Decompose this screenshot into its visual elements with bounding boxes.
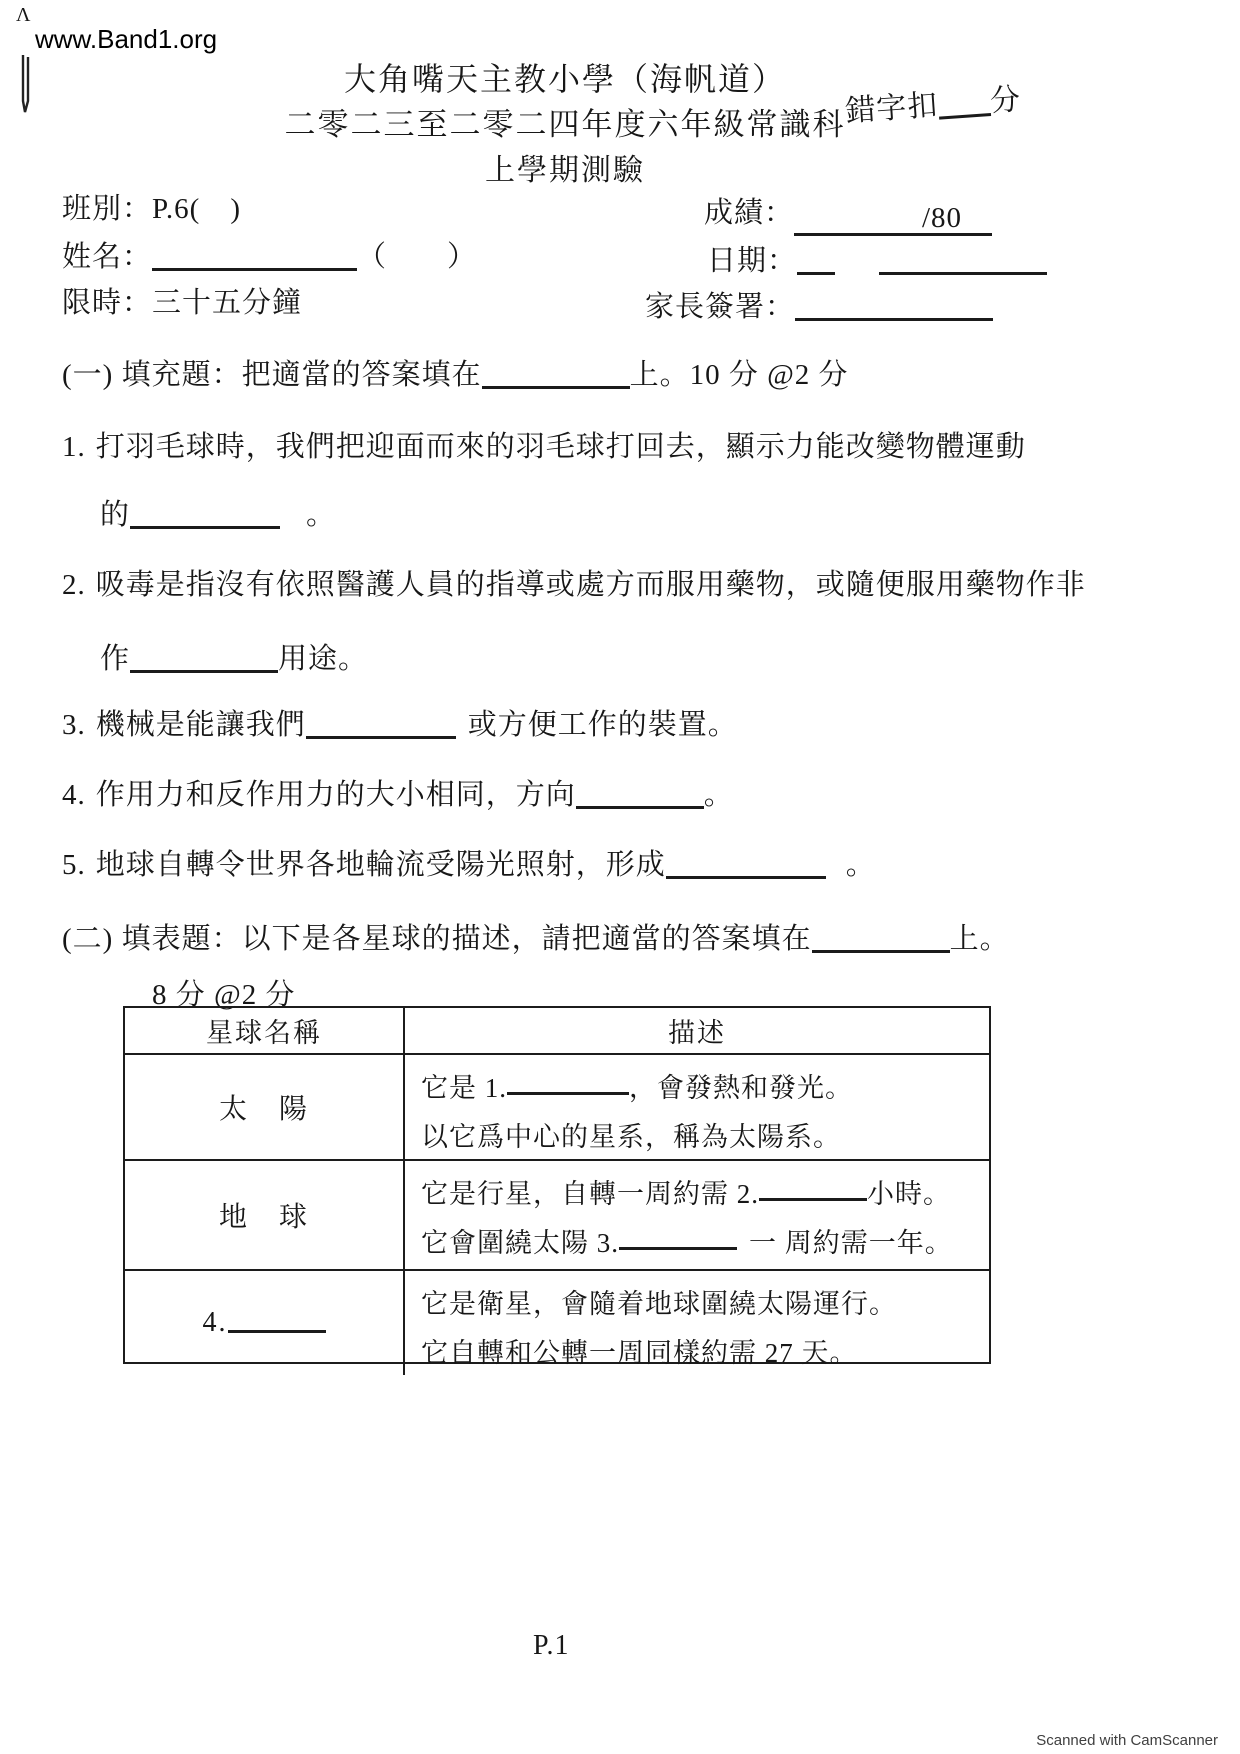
question-2-text: 吸毒是指沒有依照醫護人員的指導或處方而服用藥物，或隨便服用藥物作非 (95, 569, 1086, 601)
score-blank (794, 204, 992, 236)
question-5-blank (666, 860, 826, 879)
table-row-sun-name: 太 陽 (125, 1055, 405, 1161)
score-field (704, 190, 992, 236)
penalty-label: 錯字扣 (844, 88, 940, 129)
question-4-blank (576, 790, 704, 809)
exam-title: 上學期測驗 (485, 154, 645, 187)
table-header-description: 描述 (405, 1008, 989, 1055)
question-2-line2-suffix: 用途。 (278, 643, 369, 675)
question-5-suffix: 。 (845, 849, 876, 881)
earth-desc2-prefix: 它會圍繞太陽 3. (421, 1228, 619, 1258)
subject-year-line: 二零二三至二零二四年度六年級常識科 (284, 107, 846, 142)
moon-desc2: 它自轉和公轉一周同樣約需 27 天。 (421, 1338, 858, 1368)
question-5-number: 5. (62, 849, 86, 881)
title-block (0, 56, 1130, 194)
name-paren: （ ） (357, 241, 478, 273)
question-1-number: 1. (62, 431, 86, 463)
question-2-blank (130, 654, 278, 673)
question-1-line-1 (62, 424, 1026, 465)
question-4 (62, 772, 734, 813)
time-limit-label: 限時： (62, 287, 153, 319)
page-number: P.1 (533, 1630, 570, 1661)
time-limit-field (62, 280, 302, 321)
question-3-blank (306, 720, 456, 739)
earth-desc2-suffix: 一 周約需一年。 (749, 1228, 953, 1258)
earth-desc1-suffix: 小時。 (867, 1179, 951, 1209)
question-1-line-2 (100, 492, 336, 533)
sun-blank-1 (507, 1076, 629, 1095)
table-row-earth-name: 地 球 (125, 1161, 405, 1271)
signature-label: 家長簽署： (645, 291, 796, 323)
moon-desc-line-2 (421, 1326, 983, 1375)
question-2-line-2 (100, 636, 368, 677)
name-field (62, 234, 477, 275)
question-1-blank (130, 510, 280, 529)
sun-desc1-suffix: ，會發熱和發光。 (629, 1073, 853, 1103)
score-total: /80 (921, 202, 963, 234)
moon-desc-line-1 (421, 1277, 983, 1326)
question-1-text: 打羽毛球時，我們把迎面而來的羽毛球打回去，顯示力能改變物體運動 (95, 431, 1026, 463)
question-2-line-1 (62, 562, 1086, 603)
table-row-moon-description (405, 1271, 989, 1375)
section-two-heading-suffix: 上。 (949, 923, 1010, 955)
signature-blank (795, 302, 993, 321)
section-one-heading (62, 352, 849, 393)
sun-desc2: 以它爲中心的星系，稱為太陽系。 (421, 1122, 841, 1152)
earth-blank-3 (619, 1231, 737, 1250)
section-two-heading-blank (812, 934, 950, 953)
table-row-sun-description (405, 1055, 989, 1161)
section-two-heading-prefix: (二) 填表題：以下是各星球的描述，請把適當的答案填在 (62, 923, 812, 955)
date-field (707, 238, 1047, 279)
class-value: P.6( ) (152, 193, 241, 225)
question-1-line2-prefix: 的 (100, 499, 131, 531)
sun-desc-line-2 (421, 1110, 983, 1159)
section-one-heading-blank (482, 370, 630, 389)
date-blank-long (879, 256, 1047, 275)
name-blank (152, 252, 357, 271)
class-label: 班別： (62, 193, 153, 225)
sun-desc1-prefix: 它是 1. (421, 1073, 507, 1103)
question-2-line2-prefix: 作 (100, 643, 131, 675)
school-title: 大角嘴天主教小學（海帆道） (343, 61, 786, 97)
watermark-url: www.Band1.org (35, 24, 218, 54)
section-one-heading-suffix: 上。10 分 @2 分 (629, 359, 849, 391)
moon-desc1: 它是衛星，會隨着地球圍繞太陽運行。 (421, 1289, 897, 1319)
question-4-prefix: 作用力和反作用力的大小相同，方向 (95, 779, 576, 811)
question-3-number: 3. (62, 709, 86, 741)
question-4-suffix: 。 (703, 779, 734, 811)
section-two-heading (62, 916, 1010, 957)
signature-field (645, 284, 993, 325)
scan-caret-mark: Λ (16, 4, 31, 26)
scanner-credit: Scanned with CamScanner (1036, 1732, 1218, 1749)
time-limit-value: 三十五分鐘 (152, 287, 303, 319)
question-3-suffix: 或方便工作的裝置。 (467, 709, 738, 741)
earth-desc-line-1 (421, 1167, 983, 1216)
question-3-prefix: 機械是能讓我們 (95, 709, 306, 741)
name-label: 姓名： (62, 241, 153, 273)
date-blank-short (797, 256, 835, 275)
sun-desc-line-1 (421, 1061, 983, 1110)
question-1-line2-suffix: 。 (306, 499, 337, 531)
penalty-blank (938, 97, 991, 120)
section-one-heading-prefix: (一) 填充題：把適當的答案填在 (62, 359, 482, 391)
earth-desc-line-2 (421, 1216, 983, 1265)
moon-name-blank (228, 1314, 326, 1333)
moon-name-prefix: 4. (202, 1307, 228, 1338)
question-3 (62, 702, 738, 743)
question-2-number: 2. (62, 569, 86, 601)
table-row-earth-description (405, 1161, 989, 1271)
class-field (62, 186, 241, 227)
question-5-prefix: 地球自轉令世界各地輪流受陽光照射，形成 (95, 849, 666, 881)
planets-table (123, 1006, 991, 1368)
question-5 (62, 842, 876, 883)
question-4-number: 4. (62, 779, 86, 811)
date-label: 日期： (707, 245, 798, 277)
table-row-moon-name (125, 1271, 405, 1375)
earth-desc1-prefix: 它是行星，自轉一周約需 2. (421, 1179, 759, 1209)
earth-blank-2 (759, 1182, 867, 1201)
penalty-unit: 分 (988, 82, 1023, 118)
section-two-points: 8 分 @2 分 (152, 979, 296, 1011)
score-label: 成績： (704, 197, 795, 229)
table-header-planet-name: 星球名稱 (125, 1008, 405, 1055)
